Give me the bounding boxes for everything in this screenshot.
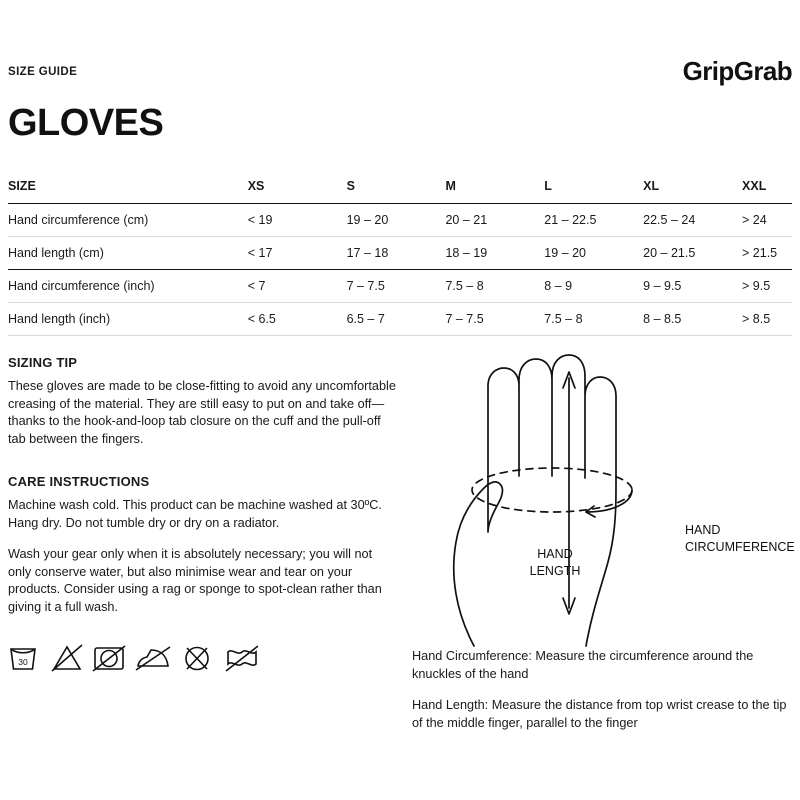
table-row [8,303,792,336]
care-paragraph-1: Machine wash cold. This product can be machine washed at 30ºC. Hang dry. Do not tumble dry or dry on a radiator. [8,498,382,530]
label-hand-length-line1: HAND [537,547,573,561]
cell-s: 19 – 20 [347,204,446,237]
do-not-dry-clean-icon [186,648,208,670]
cell-s: 17 – 18 [347,237,446,270]
cell-xl: 9 – 9.5 [643,270,742,303]
row-label: Hand circumference (inch) [8,270,248,303]
col-header-m: M [445,170,544,204]
col-header-size: SIZE [8,170,248,204]
cell-xl: 8 – 8.5 [643,303,742,336]
size-table-head [8,170,792,204]
hand-measurement-illustration [400,350,800,650]
sizing-tip-heading: SIZING TIP [8,355,78,370]
cell-xl: 20 – 21.5 [643,237,742,270]
size-table [8,170,792,336]
cell-l: 19 – 20 [544,237,643,270]
cell-xxl: > 24 [742,204,792,237]
cell-xl: 22.5 – 24 [643,204,742,237]
care-instructions-heading: CARE INSTRUCTIONS [8,474,150,490]
label-hand-circumference-line1: HAND [685,523,721,537]
cell-m: 7 – 7.5 [445,303,544,336]
cell-s: 7 – 7.5 [347,270,446,303]
row-label: Hand length (inch) [8,303,248,336]
row-label: Hand length (cm) [8,237,248,270]
sizing-tip-text: These gloves are made to be close-fitting to avoid any uncomfortable creasing of the material. They are still easy to put on and take off—thanks to the hook-and-loop tab closure on the cuff and the pull-off tab between the fingers. [8,379,396,446]
do-not-wring-icon [226,646,258,671]
col-header-xs: XS [248,170,347,204]
size-table-body [8,204,792,336]
col-header-xxl: XXL [742,170,792,204]
cell-m: 7.5 – 8 [445,270,544,303]
label-hand-length-line2: LENGTH [529,564,581,578]
page-title: GLOVES [8,102,164,144]
cell-m: 18 – 19 [445,237,544,270]
care-symbols [8,640,268,680]
do-not-bleach-icon [52,645,82,671]
page-header [8,56,792,90]
col-header-l: L [544,170,643,204]
cell-xs: < 19 [248,204,347,237]
cell-xxl: > 9.5 [742,270,792,303]
measurement-notes [412,648,792,732]
cell-xs: < 6.5 [248,303,347,336]
table-row [8,237,792,270]
hand-outline-icon [454,355,616,646]
table-row [8,270,792,303]
cell-l: 21 – 22.5 [544,204,643,237]
cell-xxl: > 8.5 [742,303,792,336]
cell-m: 20 – 21 [445,204,544,237]
cell-l: 8 – 9 [544,270,643,303]
care-paragraph-2: Wash your gear only when it is absolutely necessary; you will not only conserve water, but also minimise wear and tear on your products. Consider using a rag or sponge to spot-clean rather than giving it a full wash. [8,547,382,614]
col-header-xl: XL [643,170,742,204]
cell-s: 6.5 – 7 [347,303,446,336]
label-hand-circumference-line2: CIRCUMFERENCE [685,540,795,554]
cell-l: 7.5 – 8 [544,303,643,336]
do-not-iron-icon [136,647,170,670]
machine-wash-30-icon [11,649,35,669]
cell-xs: < 17 [248,237,347,270]
svg-text:30: 30 [18,657,28,667]
brand-logo: GripGrab [682,56,792,86]
cell-xxl: > 21.5 [742,237,792,270]
cell-xs: < 7 [248,270,347,303]
circumference-arrow-icon [586,490,632,517]
page-kicker: SIZE GUIDE [8,66,78,78]
do-not-tumble-dry-icon [93,646,125,671]
note-length: Hand Length: Measure the distance from top wrist crease to the tip of the middle finger, parallel to the finger [412,698,787,730]
note-circumference: Hand Circumference: Measure the circumference around the knuckles of the hand [412,649,754,681]
row-label: Hand circumference (cm) [8,204,248,237]
col-header-s: S [347,170,446,204]
left-column [8,355,398,616]
table-header-row [8,170,792,204]
table-row [8,204,792,237]
